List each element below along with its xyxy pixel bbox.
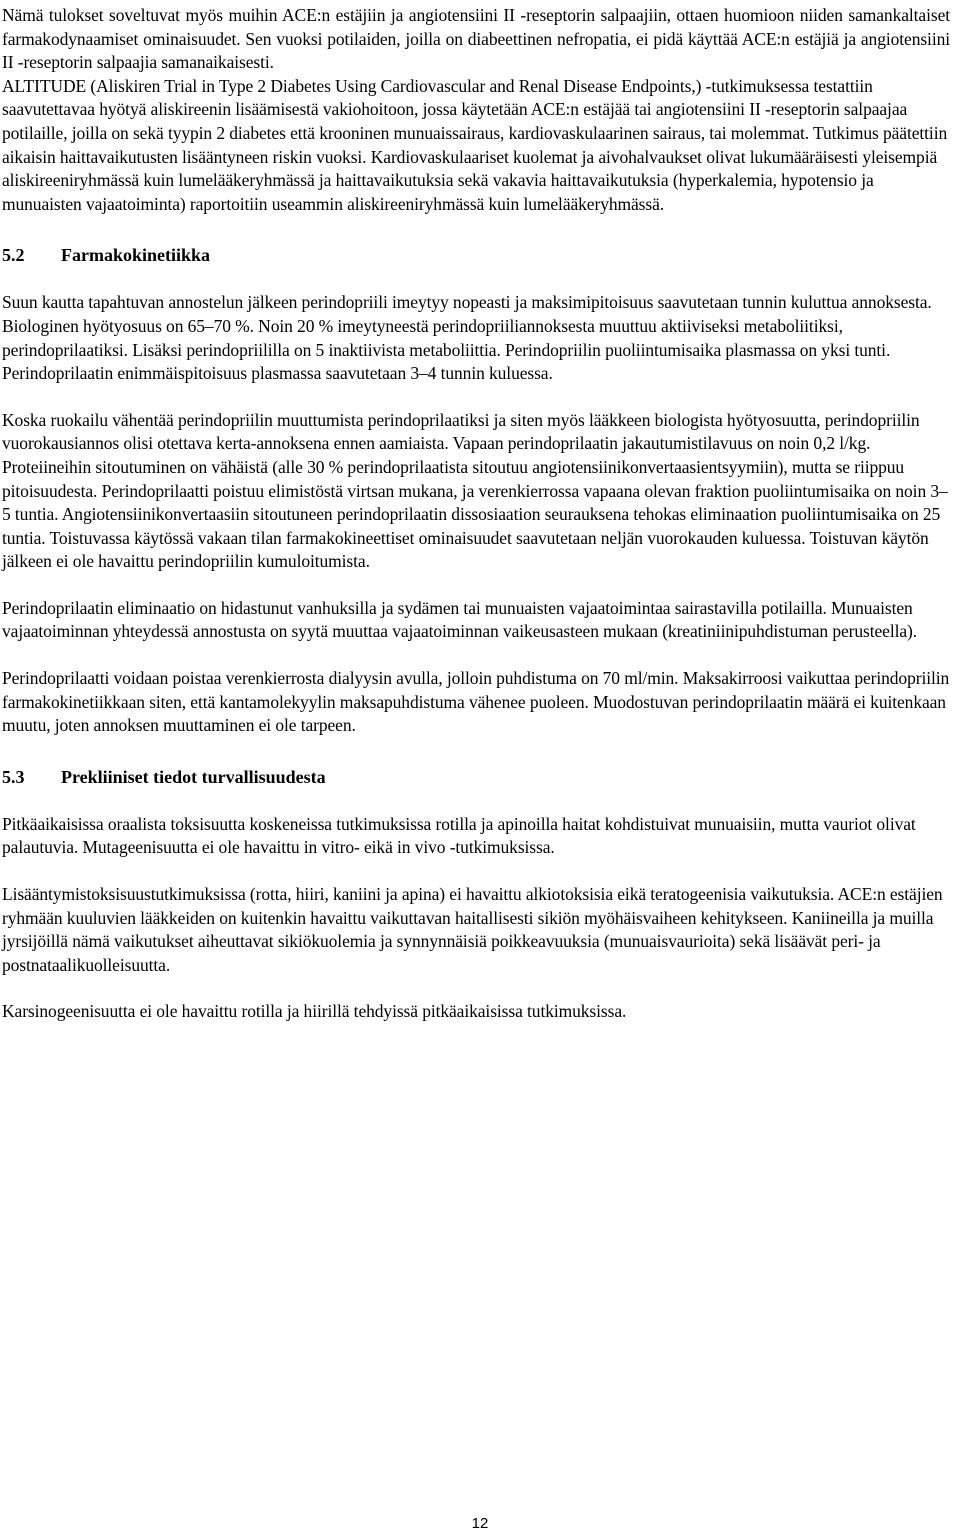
section-heading-5-2	[2, 243, 950, 267]
page-number: 12	[471, 1515, 489, 1532]
paragraph-elimination-impairment: Perindoprilaatin eliminaatio on hidastunut vanhuksilla ja sydämen tai munuaisten vajaatoimintaa sairastavilla potilailla. Munuaisten vajaatoiminnan yhteydessä annostusta on syytä muuttaa vajaatoiminnan vaikeusasteen mukaan (kreatiniinipuhdistuman perusteella).	[2, 597, 918, 642]
section-number: 5.3	[2, 766, 25, 787]
paragraph-absorption: Suun kautta tapahtuvan annostelun jälkeen perindopriili imeytyy nopeasti ja maksimipitoisuus saavutetaan tunnin kuluttua annoksesta. Biologinen hyötyosuus on 65–70 %. Noin 20 % imeytyneestä perindopriiliannoksesta muuttuu aktiiviseksi metaboliitiksi, perindoprilaatiksi. Lisäksi perindopriililla on 5 inaktiivista metaboliittia. Perindopriilin puoliintumisaika plasmassa on yksi tunti. Perindoprilaatin enimmäispitoisuus plasmassa saavutetaan 3–4 tunnin kuluessa.	[2, 292, 932, 384]
paragraph-altitude-study: ALTITUDE (Aliskiren Trial in Type 2 Diabetes Using Cardiovascular and Renal Disease Endpoints,) -tutkimuksessa testattiin saavutettavaa hyötyä aliskireenin lisäämisestä vakiohoitoon, jossa käytetään ACE:n estäjää tai angiotensiini II -reseptorin salpaajaa potilaille, joilla on sekä tyypin 2 diabetes että krooninen munuaissairaus, kardiovaskulaarinen sairaus, tai molemmat. Tutkimus päätettiin aikaisin haittavaikutusten lisääntyneen riskin vuoksi. Kardiovaskulaariset kuolemat ja aivohalvaukset olivat lukumääräisesti yleisempiä aliskireeniryhmässä kuin lumelääkeryhmässä ja haittavaikutuksia sekä vakavia haittavaikutuksia (hyperkalemia, hypotensio ja munuaisten vajaatoiminta) raportoitiin useammin aliskireeniryhmässä kuin lumelääkeryhmässä.	[2, 75, 948, 214]
paragraph-reproductive-toxicity: Lisääntymistoksisuustutkimuksissa (rotta, hiiri, kaniini ja apina) ei havaittu alkiotoksisia eikä teratogeenisia vaikutuksia. ACE:n estäjien ryhmään kuuluvien lääkkeiden on kuitenkin havaittu vaikuttavan haitallisesti sikiön myöhäisvaiheen kehitykseen. Kaniineilla ja muilla jyrsijöillä nämä vaikutukset aiheuttavat sikiökuolemia ja synnynnäisiä poikkeavuuksia (munuaisvaurioita) sekä lisäävät peri- ja postnataalikuolleisuutta.	[2, 884, 943, 975]
paragraph-dialysis-cirrhosis: Perindoprilaatti voidaan poistaa verenkierrosta dialyysin avulla, jolloin puhdistuma on 70 ml/min. Maksakirroosi vaikuttaa perindopriilin farmakokinetiikkaan siten, että kantamolekyylin maksapuhdistuma vähenee puoleen. Muodostuvan perindoprilaatin määrä ei kuitenkaan muutu, joten annoksen muuttaminen ei ole tarpeen.	[2, 668, 950, 736]
paragraph-toxicity: Pitkäaikaisissa oraalista toksisuutta koskeneissa tutkimuksissa rotilla ja apinoilla haitat kohdistuivat munuaisiin, mutta vauriot olivat palautuvia. Mutageenisuutta ei ole havaittu in vitro- eikä in vivo -tutkimuksissa.	[2, 813, 916, 858]
paragraph-carcinogenicity: Karsinogeenisuutta ei ole havaittu rotilla ja hiirillä tehdyissä pitkäaikaisissa tutkimuksissa.	[2, 1001, 627, 1022]
section-title: Prekliiniset tiedot turvallisuudesta	[61, 766, 326, 787]
paragraph-ace-combination: Nämä tulokset soveltuvat myös muihin ACE:n estäjiin ja angiotensiini II -reseptorin salpaajiin, ottaen huomioon niiden samankaltaiset farmakodynaamiset ominaisuudet. Sen vuoksi potilaiden, joilla on diabeettinen nefropatia, ei pidä käyttää ACE:n estäjiä ja angiotensiini II -reseptorin salpaajia samanaikaisesti.	[2, 5, 950, 73]
paragraph-distribution-elimination: Koska ruokailu vähentää perindopriilin muuttumista perindoprilaatiksi ja siten myös lääkkeen biologista hyötyosuutta, perindopriilin vuorokausiannos olisi otettava kerta-annoksena ennen aamiaista. Vapaan perindoprilaatin jakautumistilavuus on noin 0,2 l/kg. Proteiineihin sitoutuminen on vähäistä (alle 30 % perindoprilaatista sitoutuu angiotensiinikonvertaasientsyymiin), mutta se riippuu pitoisuudesta. Perindoprilaatti poistuu elimistöstä virtsan mukana, ja verenkierrossa vapaana olevan fraktion puoliintumisaika on noin 3–5 tuntia. Angiotensiinikonvertaasiin sitoutuneen perindoprilaatin dissosiaation seurauksena tehokas eliminaation puoliintumisaika on 25 tuntia. Toistuvassa käytössä vakaan tilan farmakokineettiset ominaisuudet saavutetaan neljän vuorokauden kuluessa. Toistuvan käytön jälkeen ei ole havaittu perindopriilin kumuloitumista.	[2, 409, 948, 572]
section-title: Farmakokinetiikka	[61, 245, 211, 266]
section-heading-5-3	[2, 765, 950, 789]
section-number: 5.2	[2, 245, 25, 266]
document-page	[2, 0, 950, 1024]
